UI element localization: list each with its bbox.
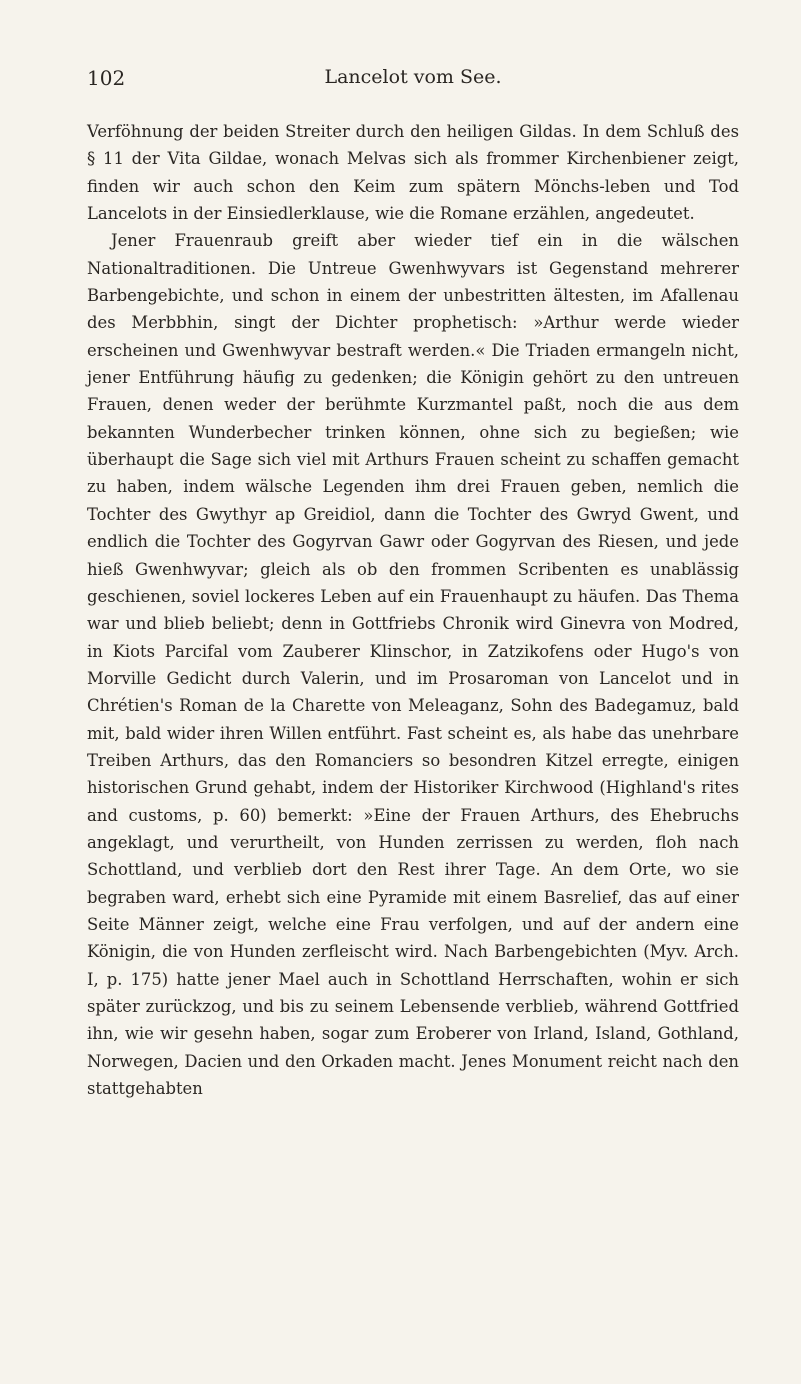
page-number: 102 bbox=[87, 66, 126, 90]
running-title: Lancelot vom See. bbox=[324, 66, 502, 88]
body-text bbox=[87, 118, 739, 1102]
paragraph: Verföhnung der beiden Streiter durch den heiligen Gildas. In dem Schluß des § 11 der Vita Gildae, wonach Melvas sich als frommer Kirchenbiener zeigt, finden wir auch schon den Keim zum spätern Mönchs-leben und Tod Lancelots in der Einsiedlerklause, wie die Romane erzählen, angedeutet. bbox=[87, 122, 739, 224]
page-header bbox=[87, 60, 739, 94]
paragraph: Jener Frauenraub greift aber wieder tief ein in die wälschen Nationaltraditionen. Die Untreue Gwenhwyvars ist Gegenstand mehrerer Barbengebichte, und schon in einem der unbestritten ältesten, im Afallenau des Merbbhin, singt der Dichter prophetisch: »Arthur werde wieder erscheinen und Gwenhwyvar bestraft werden.« Die Triaden ermangeln nicht, jener Entführung häufig zu gedenken; die Königin gehört zu den untreuen Frauen, denen weder der berühmte Kurzmantel paßt, noch die aus dem bekannten Wunderbecher trinken können, ohne sich zu begießen; wie überhaupt die Sage sich viel mit Arthurs Frauen scheint zu schaffen gemacht zu haben, indem wälsche Legenden ihm drei Frauen geben, nemlich die Tochter des Gwythyr ap Greidiol, dann die Tochter des Gwryd Gwent, und endlich die Tochter des Gogyrvan Gawr oder Gogyrvan des Riesen, und jede hieß Gwenhwyvar; gleich als ob den frommen Scribenten es unablässig geschienen, soviel lockeres Leben auf ein Frauenhaupt zu häufen. Das Thema war und blieb beliebt; denn in Gottfriebs Chronik wird Ginevra von Modred, in Kiots Parcifal vom Zauberer Klinschor, in Zatzikofens oder Hugo's von Morville Gedicht durch Valerin, und im Prosaroman von Lancelot und in Chrétien's Roman de la Charette von Meleaganz, Sohn des Badegamuz, bald mit, bald wider ihren Willen entführt. Fast scheint es, als habe das unehrbare Treiben Arthurs, das den Romanciers so besondren Kitzel erregte, einigen historischen Grund gehabt, indem der Historiker Kirchwood (Highland's rites and customs, p. 60) bemerkt: »Eine der Frauen Arthurs, des Ehebruchs angeklagt, und verurtheilt, von Hunden zerrissen zu werden, floh nach Schottland, und verblieb dort den Rest ihrer Tage. An dem Orte, wo sie begraben ward, erhebt sich eine Pyramide mit einem Basrelief, das auf einer Seite Männer zeigt, welche eine Frau verfolgen, und auf der andern eine Königin, die von Hunden zerfleischt wird. Nach Barbengebichten (Myv. Arch. I, p. 175) hatte jener Mael auch in Schottland Herrschaften, wohin er sich später zurückzog, und bis zu seinem Lebensende verblieb, während Gottfried ihn, wie wir gesehn haben, sogar zum Eroberer von Irland, Island, Gothland, Norwegen, Dacien und den Orkaden macht. Jenes Monument reicht nach den stattgehabten bbox=[87, 231, 739, 1099]
